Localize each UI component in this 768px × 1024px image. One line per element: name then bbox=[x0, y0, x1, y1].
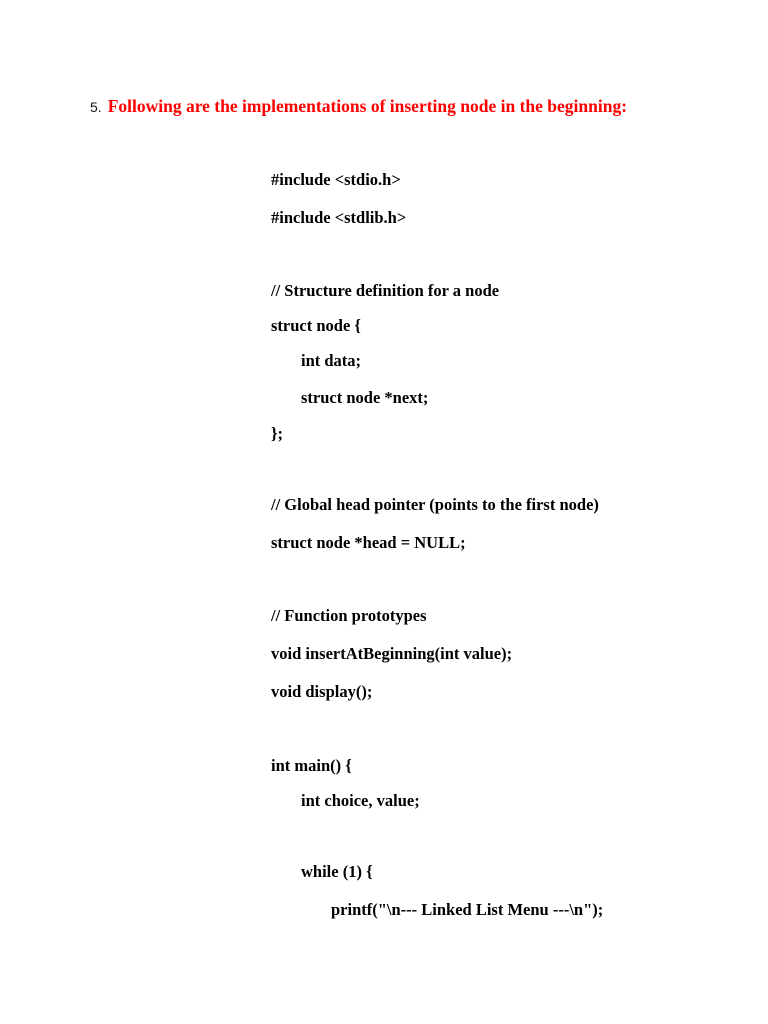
code-line-include-stdio: #include <stdio.h> bbox=[271, 170, 401, 189]
code-line-head-null: struct node *head = NULL; bbox=[271, 533, 466, 552]
heading-text: Following are the implementations of inserting node in the beginning: bbox=[107, 96, 628, 116]
code-line-display-prototype: void display(); bbox=[271, 682, 373, 701]
code-line-while-loop: while (1) { bbox=[301, 862, 373, 881]
code-line-struct-close: }; bbox=[271, 424, 283, 443]
section-heading bbox=[90, 96, 627, 117]
code-comment-prototypes: // Function prototypes bbox=[271, 606, 427, 625]
code-line-main-open: int main() { bbox=[271, 756, 352, 775]
code-line-include-stdlib: #include <stdlib.h> bbox=[271, 208, 407, 227]
code-comment-structure: // Structure definition for a node bbox=[271, 281, 500, 300]
code-line-struct-open: struct node { bbox=[271, 316, 361, 335]
code-line-insert-prototype: void insertAtBeginning(int value); bbox=[271, 644, 513, 663]
code-line-int-data: int data; bbox=[301, 351, 362, 370]
code-line-printf-menu: printf("\n--- Linked List Menu ---\n"); bbox=[331, 900, 604, 919]
code-comment-global-head: // Global head pointer (points to the first node) bbox=[271, 495, 599, 514]
item-number: 5. bbox=[90, 99, 102, 115]
code-line-choice-value: int choice, value; bbox=[301, 791, 420, 810]
code-line-next-pointer: struct node *next; bbox=[301, 388, 429, 407]
